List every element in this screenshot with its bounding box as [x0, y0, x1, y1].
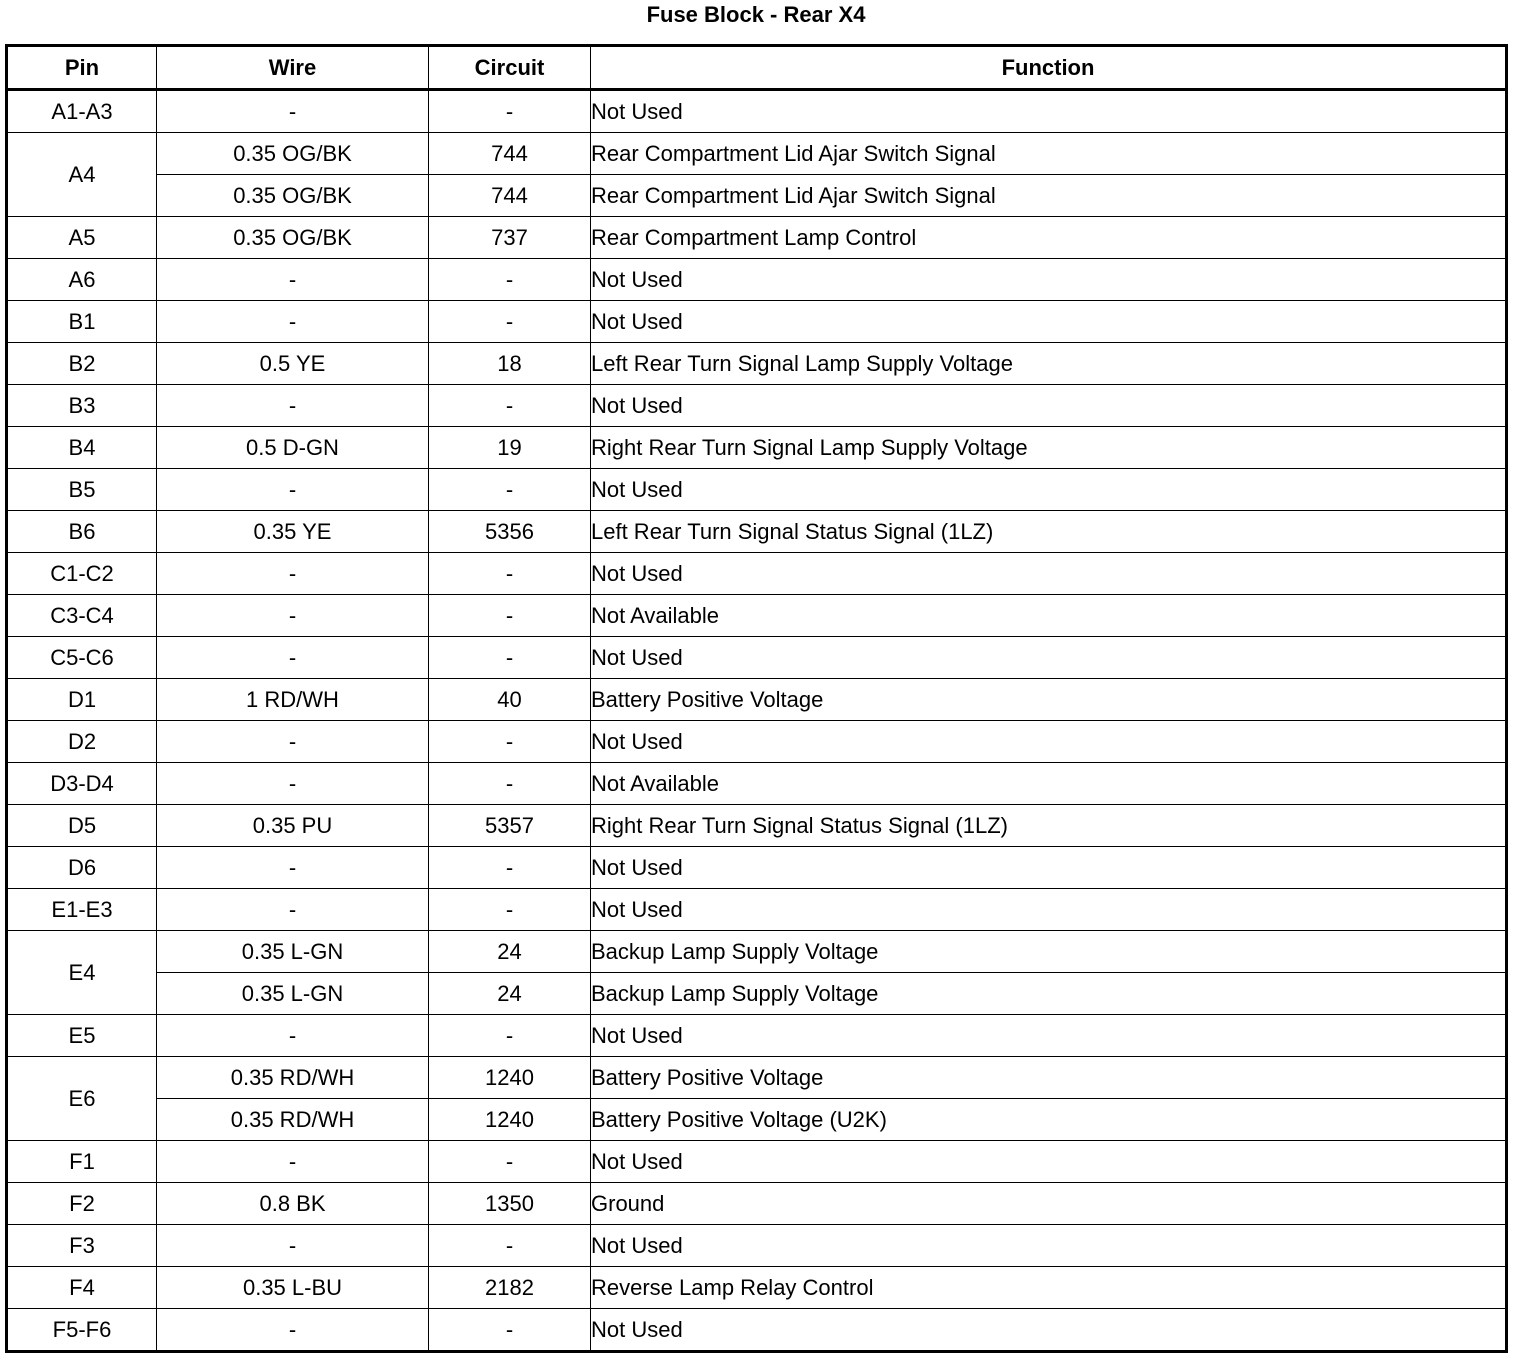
wire-cell: 0.35 OG/BK	[157, 175, 429, 217]
circuit-cell: -	[429, 469, 591, 511]
circuit-cell: 24	[429, 973, 591, 1015]
wire-cell: 1 RD/WH	[157, 679, 429, 721]
wire-cell: -	[157, 1141, 429, 1183]
circuit-cell: -	[429, 595, 591, 637]
circuit-cell: 744	[429, 175, 591, 217]
circuit-cell: 1240	[429, 1099, 591, 1141]
circuit-cell: -	[429, 1309, 591, 1352]
function-cell: Not Used	[591, 1309, 1507, 1352]
pin-cell: B4	[7, 427, 157, 469]
function-cell: Right Rear Turn Signal Status Signal (1LZ)	[591, 805, 1507, 847]
table-row	[7, 175, 1507, 217]
pin-cell: B5	[7, 469, 157, 511]
pin-cell: C5-C6	[7, 637, 157, 679]
table-row	[7, 721, 1507, 763]
circuit-cell: 1240	[429, 1057, 591, 1099]
function-cell: Rear Compartment Lid Ajar Switch Signal	[591, 175, 1507, 217]
function-cell: Battery Positive Voltage (U2K)	[591, 1099, 1507, 1141]
table-row	[7, 343, 1507, 385]
pin-cell: B3	[7, 385, 157, 427]
wire-cell: 0.5 D-GN	[157, 427, 429, 469]
circuit-column-header: Circuit	[429, 46, 591, 90]
function-cell: Reverse Lamp Relay Control	[591, 1267, 1507, 1309]
wire-cell: 0.35 RD/WH	[157, 1057, 429, 1099]
table-row	[7, 595, 1507, 637]
wire-column-header: Wire	[157, 46, 429, 90]
pin-cell: A5	[7, 217, 157, 259]
pin-cell: E6	[7, 1057, 157, 1141]
wire-cell: 0.35 L-GN	[157, 931, 429, 973]
wire-cell: -	[157, 1015, 429, 1057]
wire-cell: -	[157, 90, 429, 133]
pin-cell: A1-A3	[7, 90, 157, 133]
function-cell: Backup Lamp Supply Voltage	[591, 973, 1507, 1015]
function-cell: Not Used	[591, 1015, 1507, 1057]
wire-cell: 0.35 L-GN	[157, 973, 429, 1015]
function-cell: Not Used	[591, 553, 1507, 595]
wire-cell: 0.35 PU	[157, 805, 429, 847]
table-row	[7, 469, 1507, 511]
pin-column-header: Pin	[7, 46, 157, 90]
wire-cell: -	[157, 595, 429, 637]
pin-cell: D3-D4	[7, 763, 157, 805]
circuit-cell: 5357	[429, 805, 591, 847]
table-row	[7, 847, 1507, 889]
wire-cell: 0.5 YE	[157, 343, 429, 385]
circuit-cell: -	[429, 1015, 591, 1057]
table-row	[7, 1309, 1507, 1352]
table-row	[7, 259, 1507, 301]
circuit-cell: -	[429, 889, 591, 931]
table-row	[7, 805, 1507, 847]
pin-cell: B6	[7, 511, 157, 553]
circuit-cell: 5356	[429, 511, 591, 553]
function-cell: Not Used	[591, 637, 1507, 679]
function-cell: Battery Positive Voltage	[591, 1057, 1507, 1099]
wire-cell: 0.35 RD/WH	[157, 1099, 429, 1141]
pin-cell: F1	[7, 1141, 157, 1183]
function-cell: Not Used	[591, 889, 1507, 931]
function-cell: Rear Compartment Lamp Control	[591, 217, 1507, 259]
table-row	[7, 973, 1507, 1015]
circuit-cell: -	[429, 1141, 591, 1183]
connector-pin-table	[5, 44, 1508, 1353]
circuit-cell: 24	[429, 931, 591, 973]
wire-cell: -	[157, 469, 429, 511]
circuit-cell: 2182	[429, 1267, 591, 1309]
table-row	[7, 90, 1507, 133]
pin-cell: F2	[7, 1183, 157, 1225]
table-body	[7, 90, 1507, 1352]
wire-cell: -	[157, 385, 429, 427]
function-cell: Not Used	[591, 469, 1507, 511]
wire-cell: 0.35 YE	[157, 511, 429, 553]
function-cell: Not Used	[591, 385, 1507, 427]
circuit-cell: -	[429, 721, 591, 763]
pin-cell: D1	[7, 679, 157, 721]
circuit-cell: -	[429, 259, 591, 301]
table-row	[7, 637, 1507, 679]
circuit-cell: 744	[429, 133, 591, 175]
table-row	[7, 1057, 1507, 1099]
pin-cell: E4	[7, 931, 157, 1015]
table-row	[7, 511, 1507, 553]
pin-cell: B1	[7, 301, 157, 343]
function-cell: Right Rear Turn Signal Lamp Supply Voltage	[591, 427, 1507, 469]
pin-cell: D5	[7, 805, 157, 847]
table-row	[7, 1267, 1507, 1309]
table-row	[7, 217, 1507, 259]
table-row	[7, 1015, 1507, 1057]
function-cell: Not Used	[591, 1225, 1507, 1267]
pin-cell: F4	[7, 1267, 157, 1309]
function-cell: Backup Lamp Supply Voltage	[591, 931, 1507, 973]
function-cell: Ground	[591, 1183, 1507, 1225]
circuit-cell: -	[429, 637, 591, 679]
wire-cell: 0.8 BK	[157, 1183, 429, 1225]
circuit-cell: -	[429, 385, 591, 427]
table-row	[7, 301, 1507, 343]
circuit-cell: -	[429, 90, 591, 133]
pin-cell: F5-F6	[7, 1309, 157, 1352]
table-row	[7, 1099, 1507, 1141]
circuit-cell: 40	[429, 679, 591, 721]
function-cell: Rear Compartment Lid Ajar Switch Signal	[591, 133, 1507, 175]
function-cell: Battery Positive Voltage	[591, 679, 1507, 721]
function-cell: Not Used	[591, 301, 1507, 343]
pin-cell: A6	[7, 259, 157, 301]
table-row	[7, 679, 1507, 721]
pin-cell: C3-C4	[7, 595, 157, 637]
pin-cell: E1-E3	[7, 889, 157, 931]
table-row	[7, 553, 1507, 595]
pin-cell: A4	[7, 133, 157, 217]
pin-cell: B2	[7, 343, 157, 385]
wire-cell: -	[157, 763, 429, 805]
table-row	[7, 889, 1507, 931]
function-cell: Left Rear Turn Signal Lamp Supply Voltage	[591, 343, 1507, 385]
wire-cell: 0.35 L-BU	[157, 1267, 429, 1309]
table-row	[7, 1225, 1507, 1267]
circuit-cell: 737	[429, 217, 591, 259]
pin-cell: D2	[7, 721, 157, 763]
circuit-cell: -	[429, 553, 591, 595]
function-cell: Not Available	[591, 763, 1507, 805]
table-row	[7, 385, 1507, 427]
table-row	[7, 1183, 1507, 1225]
circuit-cell: 19	[429, 427, 591, 469]
function-cell: Not Used	[591, 90, 1507, 133]
function-column-header: Function	[591, 46, 1507, 90]
wire-cell: -	[157, 301, 429, 343]
circuit-cell: 1350	[429, 1183, 591, 1225]
circuit-cell: -	[429, 301, 591, 343]
wire-cell: -	[157, 847, 429, 889]
pin-cell: F3	[7, 1225, 157, 1267]
wire-cell: -	[157, 1225, 429, 1267]
wire-cell: -	[157, 637, 429, 679]
page-title: Fuse Block - Rear X4	[646, 2, 866, 27]
table-row	[7, 931, 1507, 973]
circuit-cell: -	[429, 847, 591, 889]
wire-cell: -	[157, 889, 429, 931]
circuit-cell: -	[429, 1225, 591, 1267]
table-row	[7, 1141, 1507, 1183]
table-row	[7, 763, 1507, 805]
table-row	[7, 133, 1507, 175]
wire-cell: -	[157, 553, 429, 595]
wire-cell: -	[157, 259, 429, 301]
function-cell: Not Used	[591, 259, 1507, 301]
function-cell: Not Used	[591, 721, 1507, 763]
table-row	[7, 427, 1507, 469]
table-header-row	[7, 46, 1507, 90]
circuit-cell: 18	[429, 343, 591, 385]
function-cell: Not Used	[591, 847, 1507, 889]
wire-cell: -	[157, 1309, 429, 1352]
function-cell: Not Used	[591, 1141, 1507, 1183]
pin-cell: C1-C2	[7, 553, 157, 595]
pin-cell: D6	[7, 847, 157, 889]
circuit-cell: -	[429, 763, 591, 805]
function-cell: Not Available	[591, 595, 1507, 637]
wire-cell: -	[157, 721, 429, 763]
wire-cell: 0.35 OG/BK	[157, 133, 429, 175]
pin-cell: E5	[7, 1015, 157, 1057]
wire-cell: 0.35 OG/BK	[157, 217, 429, 259]
function-cell: Left Rear Turn Signal Status Signal (1LZ)	[591, 511, 1507, 553]
